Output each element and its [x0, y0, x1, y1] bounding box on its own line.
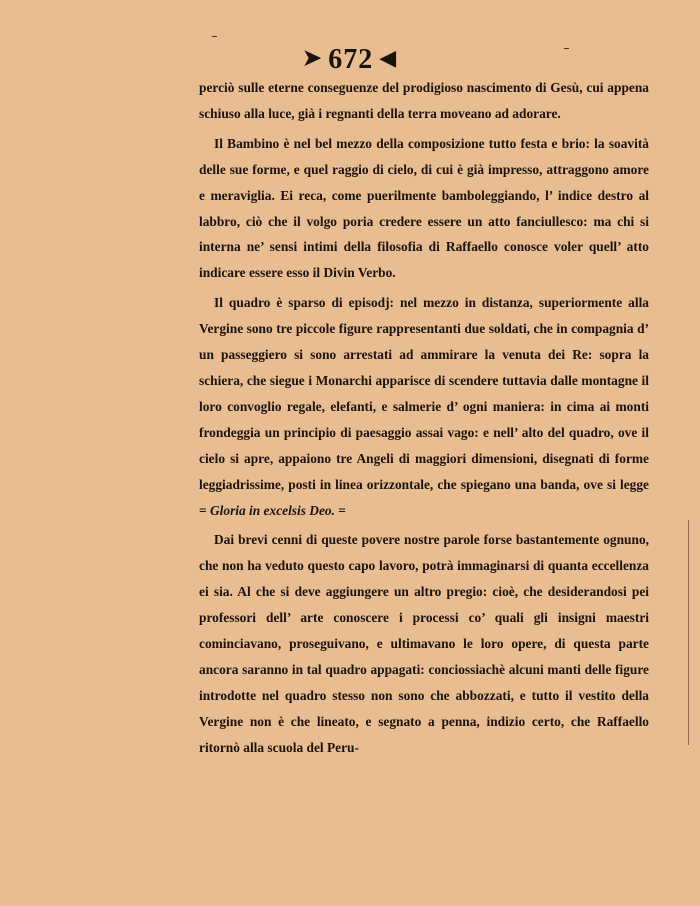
- paragraph-3-text-end: =: [334, 502, 346, 518]
- page-header: [0, 38, 700, 80]
- page-number: 672: [328, 44, 374, 75]
- scan-edge-line: [688, 520, 689, 745]
- paragraph-3-italic-quote: Gloria in excelsis Deo.: [209, 502, 335, 518]
- scan-mark: [212, 36, 217, 37]
- paragraph-2: Il Bambino è nel bel mezzo della composizione tutto festa e brio: la soavità delle sue forme, e quel raggio di cielo, di cui è già impresso, attraggono amore e meraviglia. Ei reca, come puerilmente bamboleggiando, l’ indice destro al labbro, ciò che il volgo poria credere essere un atto fanciullesco: ma chi si interna ne’ sensi intimi della filosofia di Raffaello conosce voler quell’ atto indicare essere esso il Divin Verbo.: [199, 135, 649, 281]
- left-ornament-icon: ➤: [302, 45, 323, 70]
- right-ornament-icon: ◀: [379, 45, 398, 70]
- scan-mark: [564, 48, 569, 49]
- paragraph-4: Dai brevi cenni di queste povere nostre parole forse bastantemente ognuno, che non ha veduto questo capo lavoro, potrà immaginarsi di quanta eccellenza ei sia. Al che si deve aggiungere un altro pregio: cioè, che desiderandosi pei professori dell’ arte conoscere i processi co’ quali gli insigni maestri cominciavano, proseguivano, e ultimavano le loro opere, di questa parte ancora saranno in tal quadro appagati: conciossiachè alcuni manti delle figure introdotte nel quadro stesso non sono che abbozzati, e tutto il vestito della Vergine non è che lineato, e segnato a penna, indizio certo, che Raffaello ritornò alla scuola del Peru-: [199, 532, 649, 755]
- paragraph-3-text: Il quadro è sparso di episodj: nel mezzo in distanza, superiormente alla Vergine sono tre piccole figure rappresentanti due soldati, che in compagnia d’ un passeggiero si sono arrestati ad ammirare la venuta dei Re: sopra la schiera, che siegue i Monarchi apparisce di scendere tuttavia dalle montagne il loro convoglio regale, elefanti, e salmerie d’ ogni maniera: in cima ai monti frondeggia un principio di paesaggio assai vago: e nell’ alto del quadro, ove il cielo si apre, appaiono tre Angeli di maggiori dimensioni, disegnati di forme leggiadrissime, posti in linea orizzontale, che spiegano una banda, ove si legge =: [199, 295, 649, 518]
- paragraph-1: perciò sulle eterne conseguenze del prodigioso nascimento di Gesù, cui appena schiuso alla luce, già i regnanti della terra moveano ad adorare.: [199, 80, 649, 121]
- body-text: [199, 75, 649, 761]
- paragraph-3: [199, 290, 649, 523]
